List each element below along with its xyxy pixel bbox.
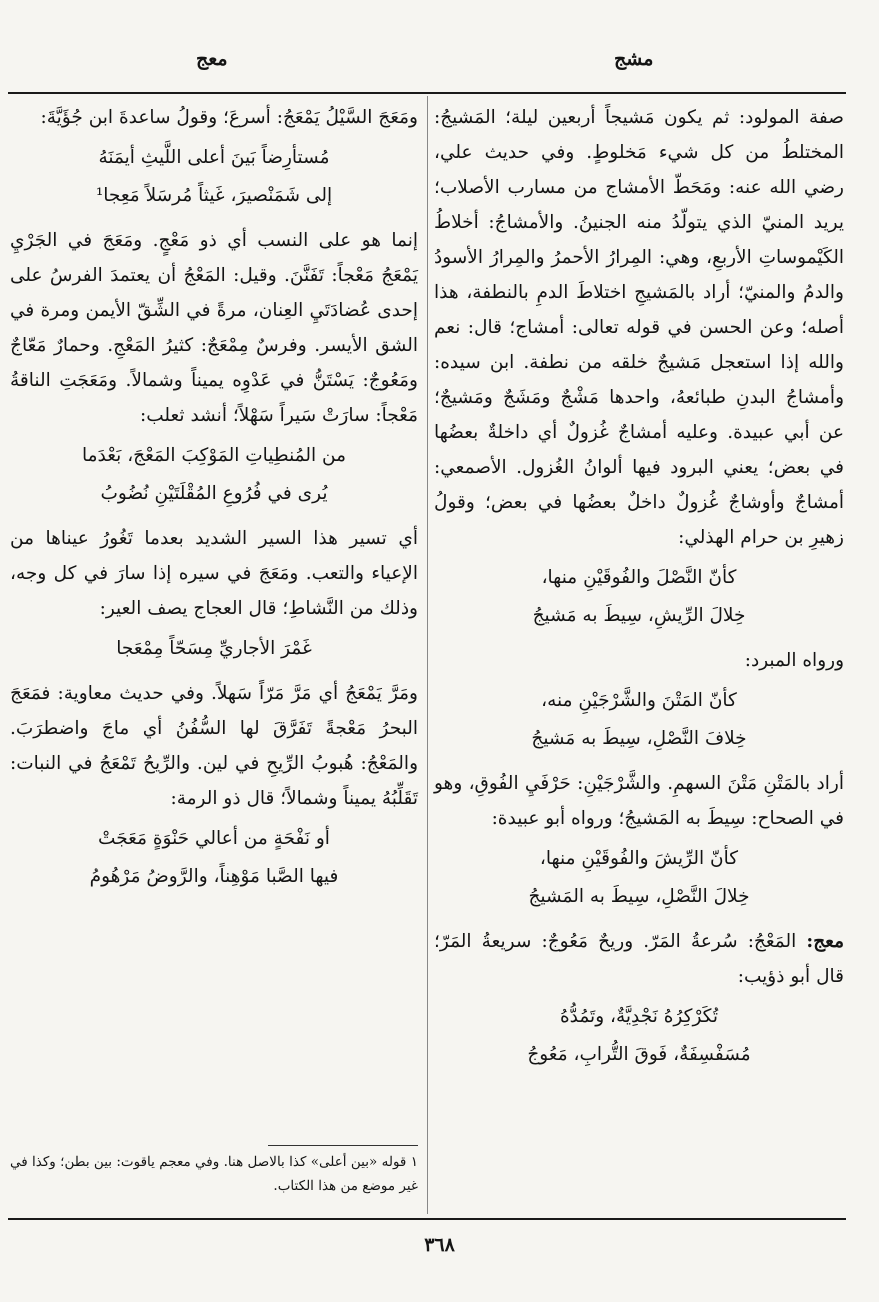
poem-block [434,840,844,916]
verse-line: مُسَفْسِفَةٌ، فَوقَ التُّرابِ، مَعُوجُ [527,1044,751,1065]
text-paragraph: أي تسير هذا السير الشديد بعدما تَغُورُ عيناها من الإعياء والتعب. ومَعَجَ في سيره إذا سارَ في كل وجه، وذلك من النَّشاطِ؛ قال العجاج يصف العير: [10,528,418,619]
verse-line: خِلافَ النَّصْلِ، سِيطَ به مَشيجُ [531,728,747,749]
header-word-right: مشج [614,48,654,70]
verse-line: إلى شَمَنْصيرَ، غَيثاً مُرسَلاً مَعِجا¹ [95,185,333,206]
bottom-rule [8,1218,846,1220]
verse-line: خِلالَ الرِّيشِ، سِيطَ به مَشيجُ [532,605,746,626]
poem-block [10,437,418,513]
column-divider [427,96,428,1214]
text-paragraph: ورواه المبرد: [744,650,844,671]
poem-block [10,139,418,215]
text-paragraph: أراد بالمَتْنِ مَتْنَ السهمِ. والشَّرْجَيْنِ: حَرْفَيِ الفُوقِ، وهو في الصحاح: سِيطَ به المَشيجُ؛ ورواه أبو عبيدة: [434,773,844,829]
right-column [434,100,844,1082]
text-paragraph: إنما هو على النسب أي ذو مَعْجٍ. ومَعَجَ في الجَرْيِ يَمْعَجُ مَعْجاً: تَفَنَّنَ. وقيل: المَعْجُ أن يعتمدَ الفرسُ على إحدى عُضادَتَيِ العِنان، مرةً في الشِّقّ الأيمن ومرة في الشق الأيسر. وفرسٌ مِمْعَجٌ: كثيرُ المَعْجِ. وحمارٌ مَعّاجٌ ومَعُوجٌ: يَسْتَنُّ في عَدْوِه يميناً وشمالاً. ومَعَجَتِ الناقةُ مَعْجاً: سارَتْ سَيراً سَهْلاً؛ أنشد ثعلب: [10,230,418,426]
top-rule [8,92,846,94]
left-column [10,100,418,904]
verse-line: تُكَرْكِرُهُ نَجْدِيَّةٌ، وتَمُدُّهُ [559,1006,719,1027]
verse-line: كأنّ الرِّيشَ والفُوقَيْنِ منها، [539,848,739,869]
footnote-rule [268,1145,418,1146]
text-paragraph: صفة المولود: ثم يكون مَشيجاً أربعين ليلة؛ المَشيجُ: المختلطُ من كل شيء مَخلوطٍ. وفي حديث علي، رضي الله عنه: ومَحَطّ الأمشاج من مسارب الأصلاب؛ يريد المنيّ الذي يتولّدُ منه الجنينُ. والأمشاجُ: أخلاطُ الكَيْموساتِ الأربعِ، وهي: المِرارُ الأحمرُ والمِرارُ الأسودُ والدمُ والمنيّ؛ أراد بالمَشيجِ اختلاطَ الدمِ بالنطفة، هذا أصله؛ وعن الحسن في قوله تعالى: أمشاج؛ قال: نعم والله إذا استعجل مَشيجٌ خلقه من نطفة. ابن سيده: وأمشاجُ البدنِ طبائعهُ، واحدها مَشْجٌ ومَشَجٌ ومَشيجٌ؛ عن أبي عبيدة. وعليه أمشاجٌ غُزولٌ أي داخلةٌ بعضُها في بعض؛ يعني البرود فيها ألوانُ الغُزول. الأصمعي: أمشاجٌ وأوشاجٌ غُزولٌ داخلٌ بعضُها في بعض؛ وقولُ زهيرِ بن حرام الهذلي: [434,107,844,548]
footnote: ١ قوله «بين أعلى» كذا بالاصل هنا. وفي معجم ياقوت: بين بطن؛ وكذا في غير موضع من هذا الكتاب. [10,1154,418,1194]
header-word-left: معج [196,48,228,70]
verse-line: مُستأرِضاً بَينَ أعلى اللَّيثِ أيمَنَهُ [98,147,330,168]
entry-paragraph [434,924,844,994]
poem-block [10,630,418,668]
poem-block [434,559,844,635]
verse-line: أو نَفْحَةٍ من أعالي حَنْوَةٍ مَعَجَتْ [98,828,330,849]
poem-block [10,820,418,896]
entry-text: المَعْجُ: سُرعةُ المَرّ. وريحٌ مَعُوجٌ: سريعةُ المَرّ؛ قال أبو ذؤيب: [434,931,844,987]
text-paragraph: ومَعَجَ السَّيْلُ يَمْعَجُ: أسرعَ؛ وقولُ ساعدةَ ابن جُؤَيَّةَ: [40,107,418,128]
verse-line: من المُنطِياتِ المَوْكِبَ المَعْجَ، بَعْدَما [81,445,347,466]
verse-line: فيها الصَّبا مَوْهِناً، والرَّوضُ مَرْهُومُ [89,866,339,887]
verse-line: كأنّ النَّصْلَ والفُوقَيْنِ منها، [541,567,737,588]
page-number: ٣٦٨ [424,1234,455,1256]
verse-line: يُرى في فُرُوعِ المُقْلَتَيْنِ نُضُوبُ [100,483,328,504]
text-paragraph: ومَرَّ يَمْعَجُ أي مَرَّ مَرّاً سَهلاً. وفي حديث معاوية: فمَعَجَ البحرُ مَعْجةً تَفَرَّقَ لها السُّفُنُ أي ماجَ واضطرَبَ. والمَعْجُ: هُبوبُ الرِّيحِ في لين. والرِّيحُ تَمْعَجُ في النبات: تَقَلِّبُهُ يميناً وشمالاً؛ قال ذو الرمة: [10,683,418,809]
verse-line: غَمْرَ الأجاريِّ مِسَحّاً مِمْعَجا [116,638,312,659]
verse-line: كأنّ المَتْنَ والشَّرْجَيْنِ منه، [541,690,737,711]
entry-headword: معج: [806,931,844,952]
verse-line: خِلالَ النَّصْلِ، سِيطَ به المَشيجُ [528,886,750,907]
poem-block [434,998,844,1074]
poem-block [434,682,844,758]
